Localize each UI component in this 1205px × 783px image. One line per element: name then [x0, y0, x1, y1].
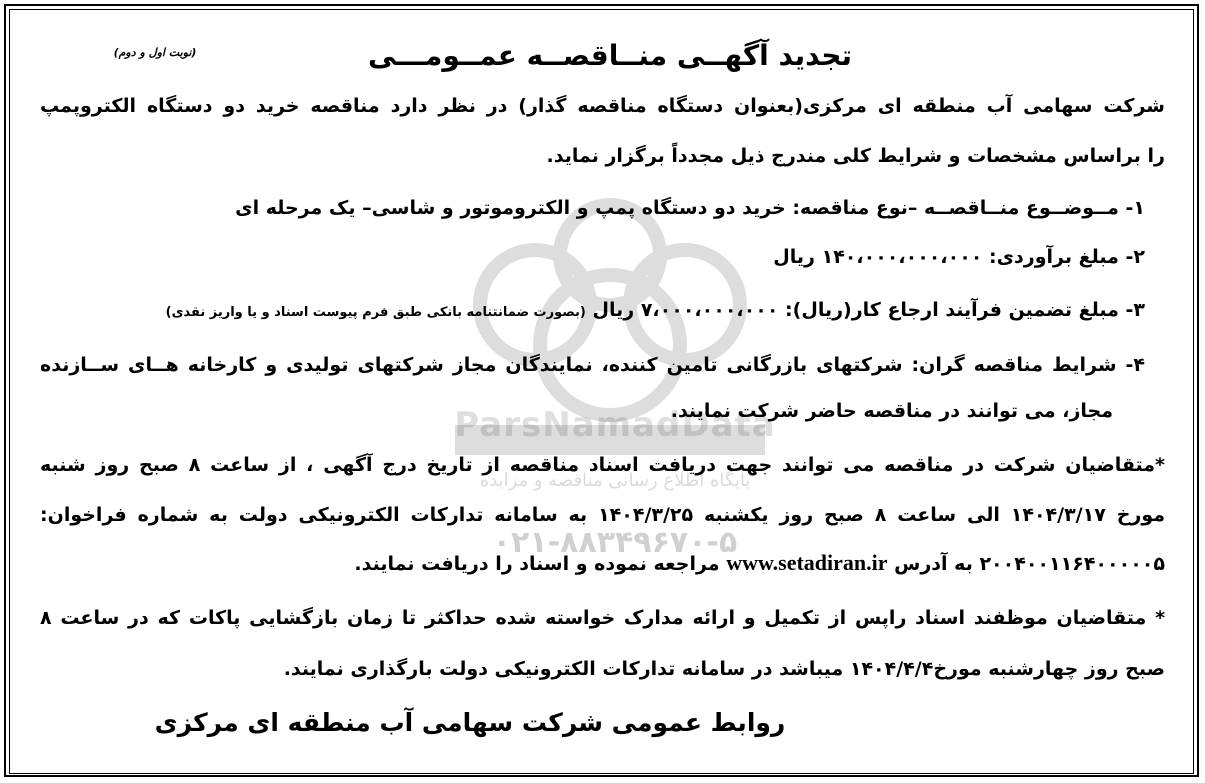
watermark-brand: ParsNamadData [454, 405, 776, 445]
item-2: ۲- مبلغ برآوردی: ۱۴۰،۰۰۰،۰۰۰،۰۰۰ ریال [773, 246, 1145, 268]
item-3-note: (بصورت ضمانتنامه بانکی طبق فرم پیوست اسناد و یا واریز نقدی) [165, 305, 586, 320]
procurement-number: ۲۰۰۴۰۰۱۱۶۴۰۰۰۰۰۵ به آدرس [894, 553, 1165, 575]
item-3-main: ۳- مبلغ تضمین فرآیند ارجاع کار(ریال): ۷،۰۰۰،۰۰۰،۰۰۰ ریال [592, 299, 1145, 321]
para1-line-1: *متقاضیان شرکت در مناقصه می توانند جهت دریافت اسناد مناقصه از تاریخ درج آگهی ، از ساعت ۸ صبح روز شنبه [40, 454, 1165, 476]
intro-line-2: را براساس مشخصات و شرایط کلی مندرج ذیل مجدداً برگزار نماید. [546, 145, 1165, 167]
item-4-line-1: ۴- شرایط مناقصه گران: شرکتهای بازرگانی تامین کننده، نمایندگان مجاز شرکتهای تولیدی و کارخانه هــای ســازنده [40, 354, 1145, 376]
para1-line-2: مورخ ۱۴۰۴/۳/۱۷ الی ساعت ۸ صبح روز یکشنبه ۱۴۰۴/۳/۲۵ به سامانه تدارکات الکترونیکی دولت به شماره فراخوان: [40, 504, 1166, 526]
item-3 [166, 295, 1145, 328]
watermark-caption: پایگاه اطلاع رسانی مناقصه و مزایده [479, 470, 751, 491]
public-relations-signature: روابط عمومی شرکت سهامی آب منطقه ای مرکزی [154, 708, 786, 737]
item-1: ۱- مــوضــوع منــاقصــه –نوع مناقصه: خرید دو دستگاه پمپ و الکتروموتور و شاسی– یک مرحله ای [235, 197, 1145, 219]
para2-line-1: * متقاضیان موظفند اسناد راپس از تکمیل و ارائه مدارک خواسته شده حداکثر تا زمان بازگشایی پاکات که در ساعت ۸ [40, 607, 1165, 629]
watermark-phone: ۰۲۱-۸۸۳۴۹۶۷۰-۵ [492, 525, 738, 560]
setadiran-link[interactable]: www.setadiran.ir [726, 550, 888, 575]
item-4-line-2: مجاز، می توانند در مناقصه حاضر شرکت نمایند. [670, 400, 1113, 422]
para1-line-3-tail: مراجعه نموده و اسناد را دریافت نمایند. [354, 553, 720, 575]
intro-line-1: شرکت سهامی آب منطقه ای مرکزی(بعنوان دستگاه مناقصه گذار) در نظر دارد مناقصه خرید دو دستگاه الکتروپمپ [40, 95, 1165, 117]
para1-line-3 [354, 548, 1165, 579]
notice-title: تجدید آگهــی منــاقصــه عمــومـــی [367, 39, 853, 72]
turn-note: (نوبت اول و دوم) [113, 46, 197, 59]
para2-line-2: صبح روز چهارشنبه مورخ۱۴۰۴/۴/۴ میباشد در سامانه تدارکات الکترونیکی دولت بارگذاری نمایند. [283, 658, 1165, 680]
